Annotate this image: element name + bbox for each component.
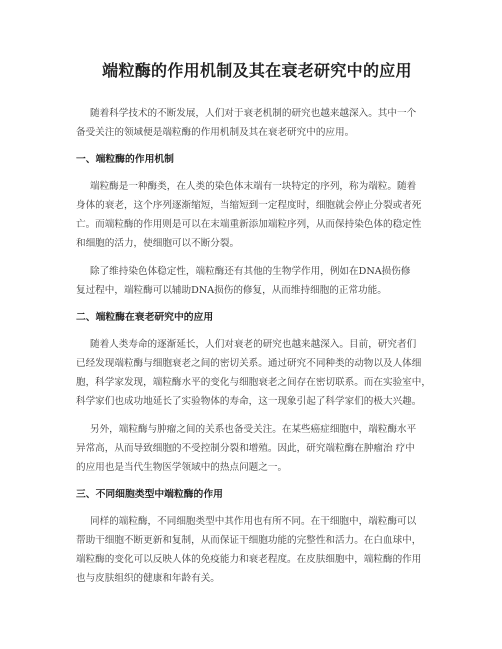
- text-line: 备受关注的领域便是端粒酶的作用机制及其在衰老研究中的应用。: [76, 127, 355, 138]
- text-line: 异常高，从而导致细胞的不受控制分裂和增殖。因此，研究端粒酶在肿瘤治 疗中: [76, 443, 415, 454]
- text-line: 已经发现端粒酶与细胞衰老之间的密切关系。通过研究不同种类的动物以及人体细: [76, 358, 422, 369]
- text-line: 随着科学技术的不断发展，人们对于衰老机制的研究也越来越深入。其中一个: [90, 108, 417, 119]
- text-line: 同样的端粒酶，不同细胞类型中其作用也有所不同。在干细胞中，端粒酶可以: [90, 516, 417, 527]
- text-line: 的应用也是当代生物医学领域中的热点问题之一。: [76, 462, 288, 473]
- text-line: 亡。而端粒酶的作用则是可以在末端重新添加端粒序列，从而保持染色体的稳定性: [76, 219, 422, 230]
- section-heading-1: 一、端粒酶的作用机制: [76, 154, 174, 165]
- text-line: 和细胞的活力，使细胞可以不断分裂。: [76, 238, 240, 249]
- section-1-paragraph-1: [76, 177, 440, 253]
- text-line: 除了维持染色体稳定性，端粒酶还有其他的生物学作用，例如在DNA损伤修: [90, 266, 411, 277]
- section-heading-3: 三、不同细胞类型中端粒酶的作用: [76, 489, 223, 500]
- text-line: 帮助干细胞不断更新和复制，从而保证干细胞功能的完整性和活力。在白血球中，: [76, 535, 422, 546]
- text-line: 胞，科学家发现，端粒酶水平的变化与细胞衰老之间存在密切联系。而在实验室中，: [76, 377, 431, 388]
- text-line: 复过程中，端粒酶可以辅助DNA损伤的修复，从而维持细胞的正常功能。: [76, 285, 387, 296]
- text-line: 身体的衰老，这个序列逐渐缩短，当缩短到一定程度时，细胞就会停止分裂或者死: [76, 200, 422, 211]
- text-line: 随着人类寿命的逐渐延长，人们对衰老的研究也越来越深入。目前，研究者们: [90, 339, 417, 350]
- section-2-paragraph-2: [76, 420, 440, 477]
- document-title: 端粒酶的作用机制及其在衰老研究中的应用: [102, 61, 412, 80]
- section-2-paragraph-1: [76, 335, 440, 411]
- intro-paragraph: [76, 104, 440, 142]
- text-line: 端粒酶是一种酶类，在人类的染色体末端有一块特定的序列，称为端粒。随着: [90, 181, 417, 192]
- text-line: 科学家们也成功地延长了实验物体的寿命，这一现象引起了科学家们的极大兴趣。: [76, 396, 422, 407]
- text-line: 也与皮肤组织的健康和年龄有关。: [76, 573, 220, 584]
- section-heading-2: 二、端粒酶在衰老研究中的应用: [76, 312, 214, 323]
- text-line: 端粒酶的变化可以反映人体的免疫能力和衰老程度。在皮肤细胞中，端粒酶的作用: [76, 554, 422, 565]
- section-3-paragraph-1: [76, 512, 440, 588]
- section-1-paragraph-2: [76, 262, 440, 300]
- text-line: 另外，端粒酶与肿瘤之间的关系也备受关注。在某些癌症细胞中，端粒酶水平: [90, 424, 417, 435]
